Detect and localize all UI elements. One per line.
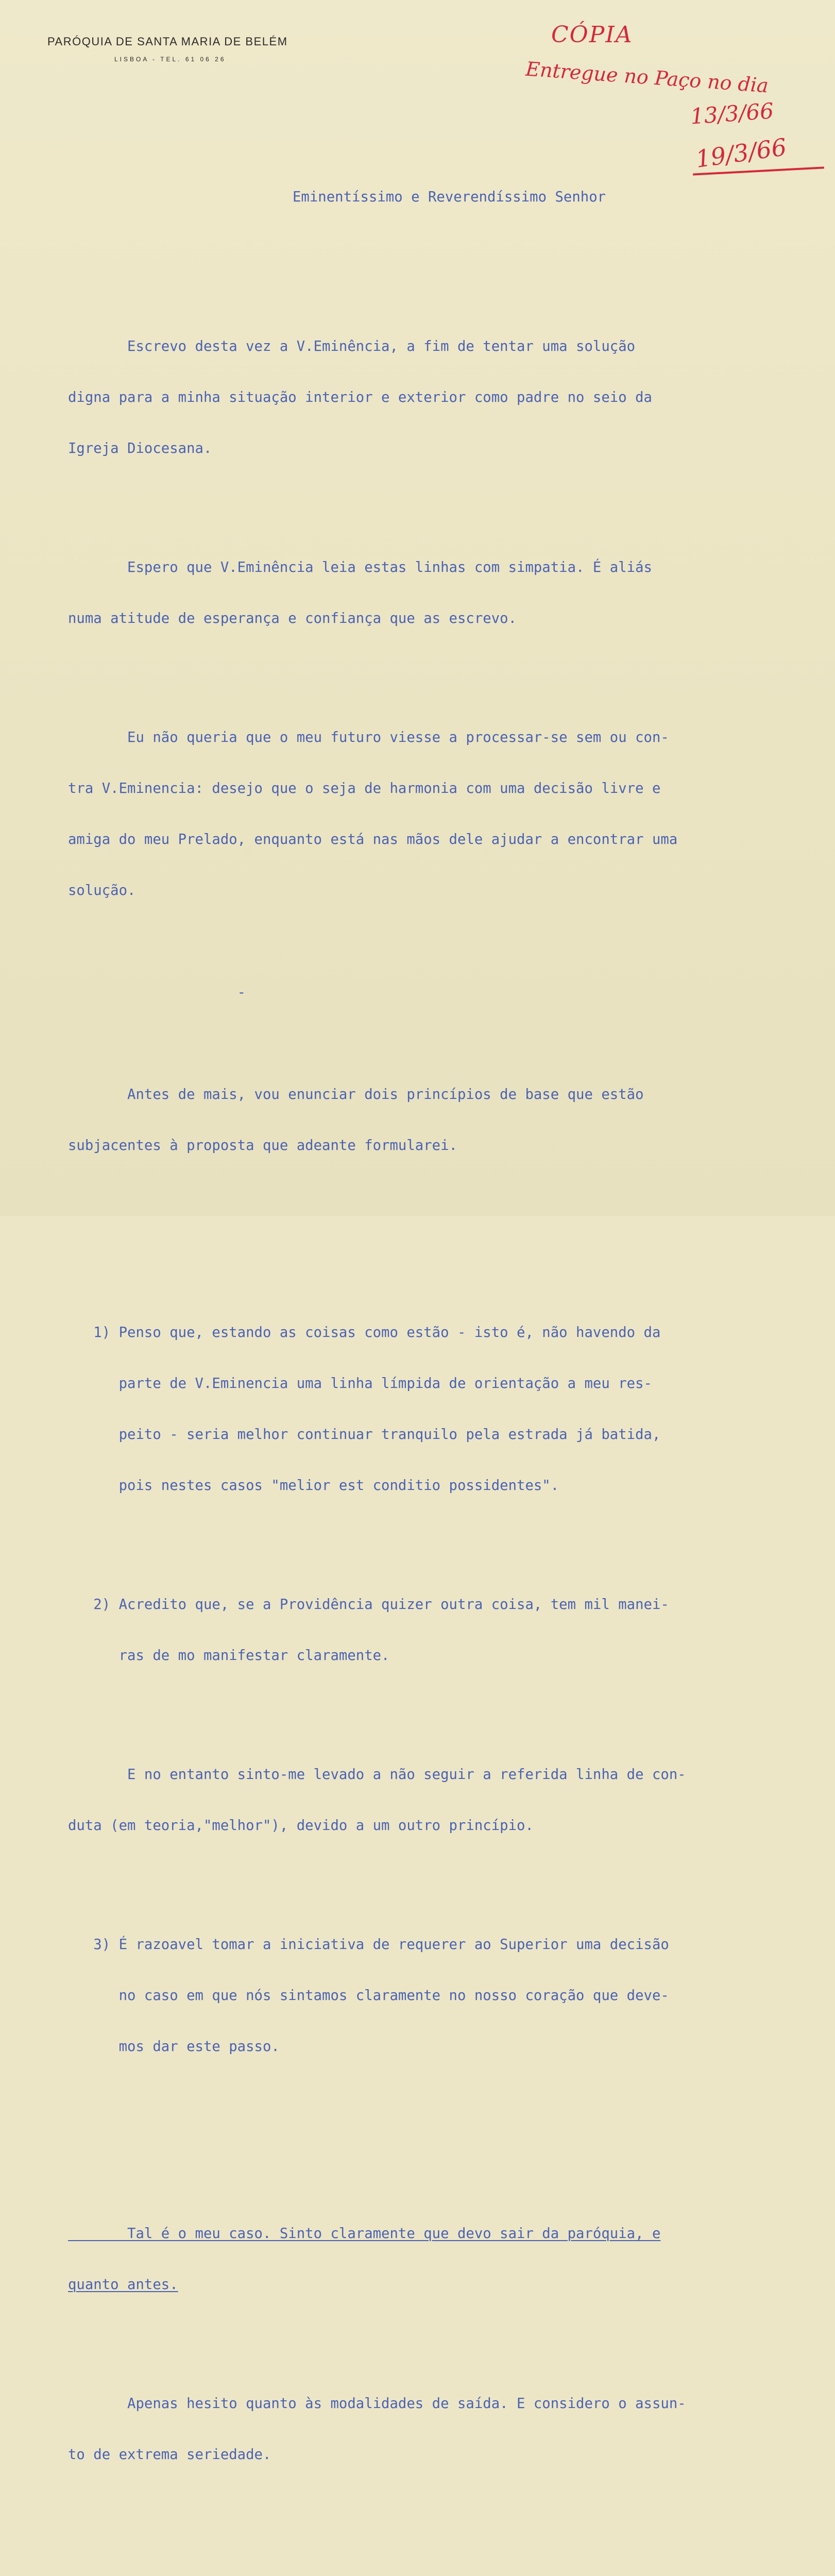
paragraph-5 [68, 1732, 830, 1868]
parish-address: LISBOA - TEL. 61 06 26 [114, 56, 226, 63]
text-line: 3) É razoavel tomar a iniciativa de requerer ao Superior uma decisão [68, 1937, 669, 1953]
text-line: tra V.Eminencia: desejo que o seja de harmonia com uma decisão livre e [68, 781, 661, 796]
letter-body [68, 155, 830, 2576]
principle-1 [68, 1290, 830, 1528]
text-line: subjacentes à proposta que adeante formularei. [68, 1138, 457, 1154]
text-line: peito - seria melhor continuar tranquilo pela estrada já batida, [68, 1427, 661, 1443]
text-line: Eu não queria que o meu futuro viesse a processar-se sem ou con- [68, 730, 669, 745]
text-line: Tal é o meu caso. Sinto claramente que devo sair da paróquia, e [68, 2226, 661, 2242]
date-annotation-2: 19/3/66 [694, 132, 789, 174]
text-line: no caso em que nós sintamos claramente no nosso coração que deve- [68, 1988, 669, 2004]
text-line: Antes de mais, vou enunciar dois princípios de base que estão [68, 1087, 644, 1103]
copia-annotation: CÓPIA [551, 22, 633, 48]
paragraph-3 [68, 695, 830, 933]
text-line: numa atitude de esperança e confiança que as escrevo. [68, 611, 517, 626]
paragraph-1 [68, 304, 830, 491]
text-line: Igreja Diocesana. [68, 440, 212, 456]
text-line: 1) Penso que, estando as coisas como estão - isto é, não havendo da [68, 1325, 661, 1341]
text-line: solução. [68, 883, 136, 899]
date-annotation-1: 13/3/66 [689, 98, 775, 129]
parish-name: PARÓQUIA DE SANTA MARIA DE BELÉM [47, 35, 288, 48]
paragraph-2 [68, 525, 830, 661]
paragraph-6 [68, 2191, 830, 2327]
paragraph-4 [68, 1052, 830, 1188]
principle-3 [68, 1902, 830, 2089]
letterhead [47, 35, 288, 63]
delivered-annotation: Entregue no Paço no dia [525, 57, 770, 97]
paragraph-7 [68, 2361, 830, 2497]
principle-2 [68, 1562, 830, 1698]
text-line: 2) Acredito que, se a Providência quizer outra coisa, tem mil manei- [68, 1597, 669, 1613]
text-line: amiga do meu Prelado, enquanto está nas mãos dele ajudar a encontrar uma [68, 832, 678, 848]
text-line: E no entanto sinto-me levado a não seguir a referida linha de con- [68, 1767, 686, 1783]
text-line: Apenas hesito quanto às modalidades de saída. E considero o assun- [68, 2396, 686, 2412]
text-line: Espero que V.Eminência leia estas linhas com simpatia. É aliás [68, 560, 652, 575]
text-line: to de extrema seriedade. [68, 2447, 271, 2463]
text-line: Escrevo desta vez a V.Eminência, a fim de tentar uma solução [68, 338, 636, 354]
text-line: mos dar este passo. [68, 2039, 280, 2055]
text-line: parte de V.Eminencia uma linha límpida de orientação a meu res- [68, 1376, 652, 1392]
section-separator: - [68, 985, 246, 1001]
text-line: digna para a minha situação interior e exterior como padre no seio da [68, 389, 652, 405]
text-line: duta (em teoria,"melhor"), devido a um outro princípio. [68, 1818, 534, 1834]
salutation: Eminentíssimo e Reverendíssimo Senhor [293, 189, 606, 205]
text-line: ras de mo manifestar claramente. [68, 1648, 390, 1664]
text-line: pois nestes casos "melior est conditio possidentes". [68, 1478, 559, 1494]
text-line: quanto antes. [68, 2277, 178, 2293]
